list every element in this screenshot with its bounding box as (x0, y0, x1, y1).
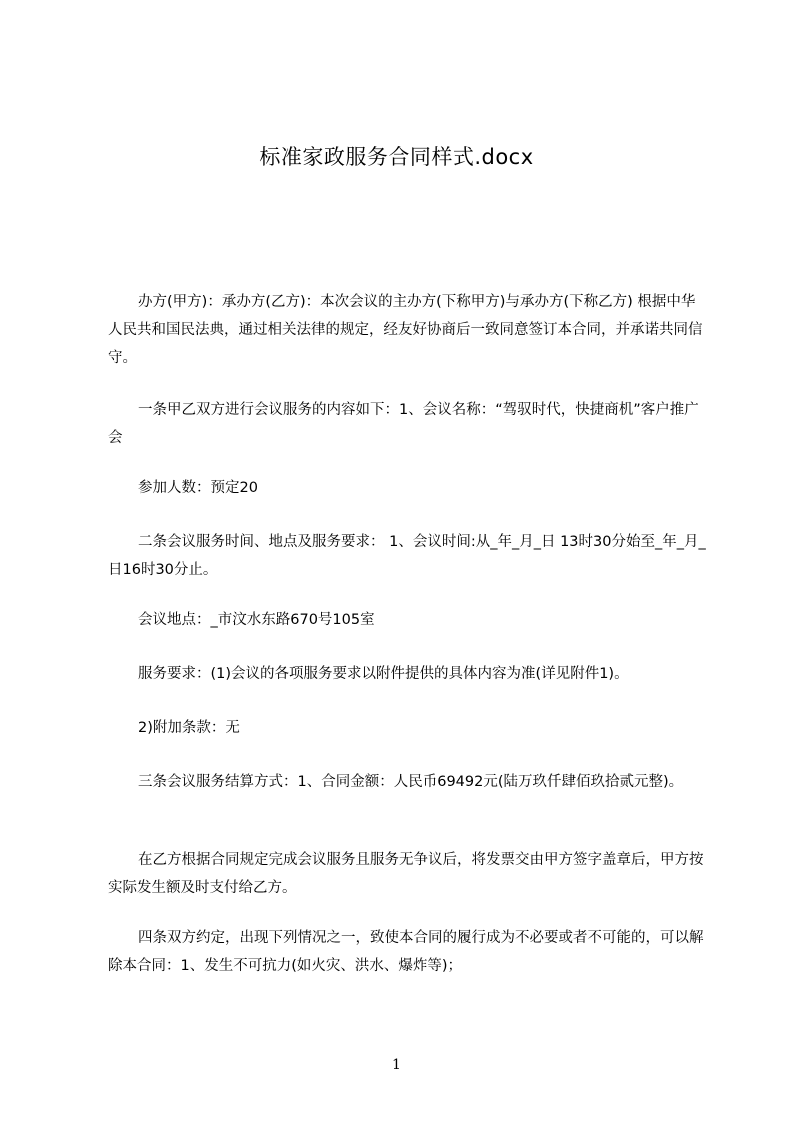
document-title: 标准家政服务合同样式.docx (259, 145, 534, 169)
paragraph-article-4: 四条双方约定，出现下列情况之一，致使本合同的履行成为不必要或者不可能的，可以解除本合同：1、发生不可抗力(如火灾、洪水、爆炸等)； (108, 930, 704, 974)
paragraph-payment: 在乙方根据合同规定完成会议服务且服务无争议后，将发票交由甲方签字盖章后，甲方按实际发生额及时支付给乙方。 (108, 852, 704, 896)
paragraph-service-requirements: 服务要求：(1)会议的各项服务要求以附件提供的具体内容为准(详见附件1)。 (138, 666, 629, 682)
paragraph-attendees: 参加人数：预定20 (138, 480, 258, 496)
paragraph-additional-terms: 2)附加条款：无 (138, 720, 240, 736)
paragraph-article-3: 三条会议服务结算方式：1、合同金额：人民币69492元(陆万玖仟肆佰玖拾贰元整)。 (138, 774, 684, 790)
paragraph-article-2: 二条会议服务时间、地点及服务要求： 1、会议时间:从_年_月_日 13时30分始至_年_月_日16时30分止。 (108, 534, 706, 578)
page-number: 1 (392, 1057, 401, 1073)
paragraph-venue: 会议地点：_市汶水东路670号105室 (138, 612, 375, 628)
paragraph-parties: 办方(甲方)：承办方(乙方)：本次会议的主办方(下称甲方)与承办方(下称乙方) 根据中华人民共和国民法典，通过相关法律的规定，经友好协商后一致同意签订本合同，并承诺共同信守。 (108, 294, 703, 366)
paragraph-article-1: 一条甲乙双方进行会议服务的内容如下：1、会议名称：“驾驭时代，快捷商机”客户推广会 (108, 402, 699, 446)
